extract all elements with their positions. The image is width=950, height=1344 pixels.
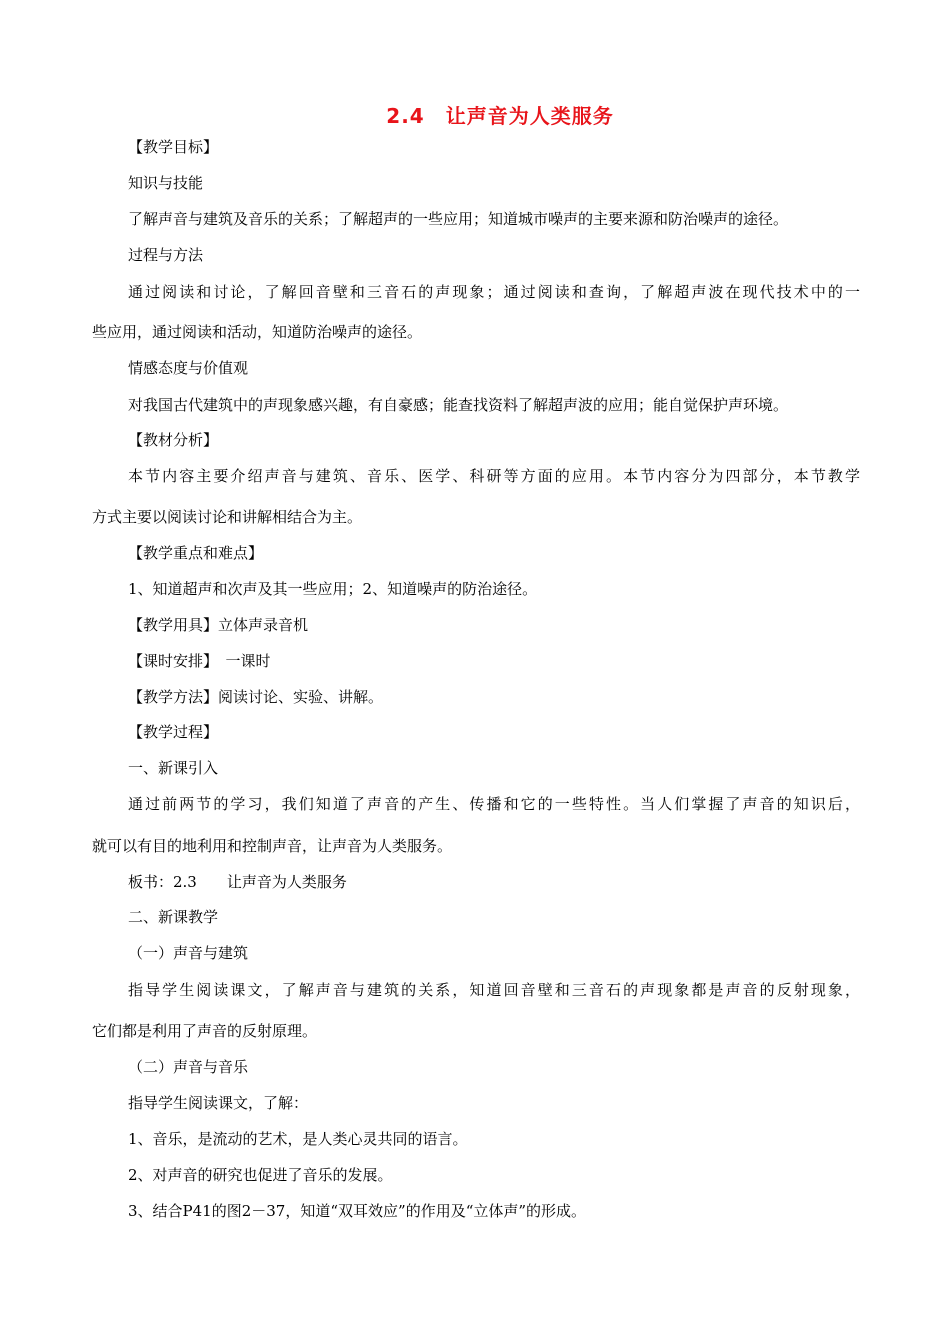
list-item: 3、结合P41的图2－37，知道“双耳效应”的作用及“立体声”的形成。: [128, 1202, 587, 1220]
paragraph-line: 通过阅读和讨论，了解回音壁和三音石的声现象；通过阅读和查询，了解超声波在现代技术中的一: [128, 283, 860, 301]
blackboard-line: 板书：2.3 让声音为人类服务: [128, 873, 347, 891]
paragraph-line: 些应用，通过阅读和活动，知道防治噪声的途径。: [92, 323, 423, 341]
subheading-new-lesson-teaching: 二、新课教学: [128, 908, 219, 926]
subheading-new-lesson-intro: 一、新课引入: [128, 759, 219, 777]
list-item: 1、音乐，是流动的艺术，是人类心灵共同的语言。: [128, 1130, 468, 1148]
paragraph-line: 就可以有目的地利用和控制声音，让声音为人类服务。: [92, 837, 453, 855]
paragraph-line: 了解声音与建筑及音乐的关系；了解超声的一些应用；知道城市噪声的主要来源和防治噪声的途径。: [128, 210, 789, 228]
subheading-sound-music: （二）声音与音乐: [128, 1058, 249, 1076]
page-title: 2.4 让声音为人类服务: [386, 104, 614, 128]
paragraph-line: 通过前两节的学习，我们知道了声音的产生、传播和它的一些特性。当人们掌握了声音的知识后，: [128, 795, 860, 813]
section-heading-key-points: 【教学重点和难点】: [128, 544, 264, 562]
class-schedule-line: 【课时安排】 一课时: [128, 652, 271, 670]
paragraph-line: 它们都是利用了声音的反射原理。: [92, 1022, 318, 1040]
paragraph-line: 对我国古代建筑中的声现象感兴趣，有自豪感；能查找资料了解超声波的应用；能自觉保护声环境。: [128, 396, 789, 414]
teaching-tools-line: 【教学用具】立体声录音机: [128, 616, 309, 634]
section-heading-teaching-process: 【教学过程】: [128, 723, 219, 741]
subheading-sound-architecture: （一）声音与建筑: [128, 944, 249, 962]
subheading-knowledge-skills: 知识与技能: [128, 174, 204, 192]
paragraph-line: 指导学生阅读课文，了解声音与建筑的关系，知道回音壁和三音石的声现象都是声音的反射现象，: [128, 981, 860, 999]
section-heading-teaching-goals: 【教学目标】: [128, 138, 219, 156]
teaching-methods-line: 【教学方法】阅读讨论、实验、讲解。: [128, 688, 384, 706]
paragraph-line: 本节内容主要介绍声音与建筑、音乐、医学、科研等方面的应用。本节内容分为四部分，本节教学: [128, 467, 860, 485]
section-heading-textbook-analysis: 【教材分析】: [128, 431, 219, 449]
paragraph-line: 指导学生阅读课文，了解：: [128, 1094, 309, 1112]
subheading-attitude-values: 情感态度与价值观: [128, 359, 249, 377]
paragraph-line: 1、知道超声和次声及其一些应用；2、知道噪声的防治途径。: [128, 580, 538, 598]
paragraph-line: 方式主要以阅读讨论和讲解相结合为主。: [92, 508, 363, 526]
list-item: 2、对声音的研究也促进了音乐的发展。: [128, 1166, 393, 1184]
subheading-process-methods: 过程与方法: [128, 246, 204, 264]
